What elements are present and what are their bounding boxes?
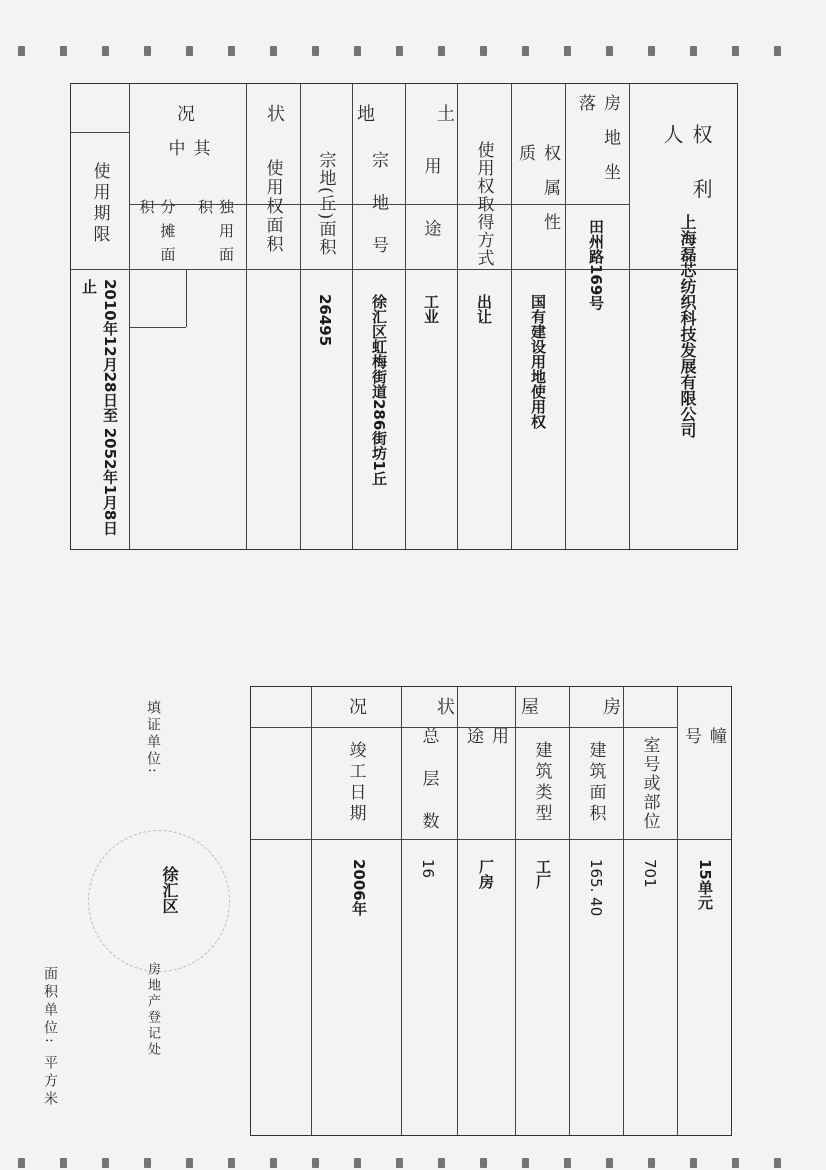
sub-label: 其 中: [164, 139, 210, 174]
use-area-label: 使用权面积: [262, 159, 283, 254]
owner-value: 上海磊芯纺织科技发展有限公司: [678, 214, 697, 438]
room-value: 701: [641, 859, 659, 888]
parcel-area-value: 26495: [316, 294, 334, 347]
house-use-label: 用 途: [463, 727, 508, 784]
binder-holes-top: [10, 46, 816, 58]
use-value: 工业: [422, 294, 440, 324]
floors-label: 总 层 数: [418, 727, 439, 839]
type-value: 工厂: [534, 859, 552, 889]
shared-label: 分 摊 面 积: [137, 199, 177, 264]
binder-holes-bottom: [10, 1158, 816, 1170]
land-group-char-2: 地: [354, 104, 375, 125]
land-group-char-3: 状: [264, 104, 285, 125]
completed-label: 竣工日期: [345, 741, 366, 825]
seal-office: 房地产登记处: [145, 962, 160, 1058]
house-group-char-3: 状: [434, 697, 455, 718]
location-value: 田州路169号: [587, 219, 605, 311]
acquire-label: 使用权取得方式: [473, 141, 494, 267]
owner-label: 权 利 人: [660, 124, 713, 213]
area-unit-note: 面积单位: 平方米: [42, 966, 58, 1110]
building-value: 15单元: [696, 859, 714, 910]
land-group-char-1: 土: [434, 104, 455, 125]
house-group-char-1: 房: [600, 697, 621, 718]
building-label: 幢 号: [681, 727, 726, 774]
house-group-char-2: 屋: [518, 697, 539, 718]
exclusive-label: 独 用 面 积: [196, 199, 235, 264]
use-label: 用 途: [420, 156, 441, 257]
nature-label: 权 属 性 质: [515, 144, 560, 236]
issuer-label: 填证单位:: [145, 700, 161, 776]
seal-district: 徐汇区: [160, 866, 179, 914]
parcel-value: 徐汇区虹梅街道286街坊1丘: [370, 294, 388, 486]
term-value: 2010年12月28日至 2052年1月8日止: [80, 279, 119, 536]
parcel-area-label: 宗地(丘)面积: [315, 151, 336, 257]
room-label: 室号或部位: [639, 735, 660, 831]
land-group-char-4: 况: [174, 104, 195, 125]
land-status-form: [70, 83, 738, 550]
house-use-value: 厂房: [477, 859, 495, 889]
nature-value: 国有建设用地使用权: [529, 294, 547, 429]
floors-value: 16: [419, 859, 437, 879]
type-label: 建筑类型: [531, 741, 552, 825]
acquire-value: 出让: [475, 294, 493, 324]
area-label: 建筑面积: [585, 741, 606, 825]
parcel-label: 宗 地 号: [368, 150, 388, 263]
location-label: 房 地 坐 落: [575, 94, 620, 186]
house-status-form: [250, 686, 732, 1136]
term-label: 使用期限: [89, 162, 110, 246]
completed-value: 2006年: [350, 859, 368, 916]
house-group-char-4: 况: [346, 697, 367, 718]
area-value: 165. 40: [587, 859, 605, 917]
